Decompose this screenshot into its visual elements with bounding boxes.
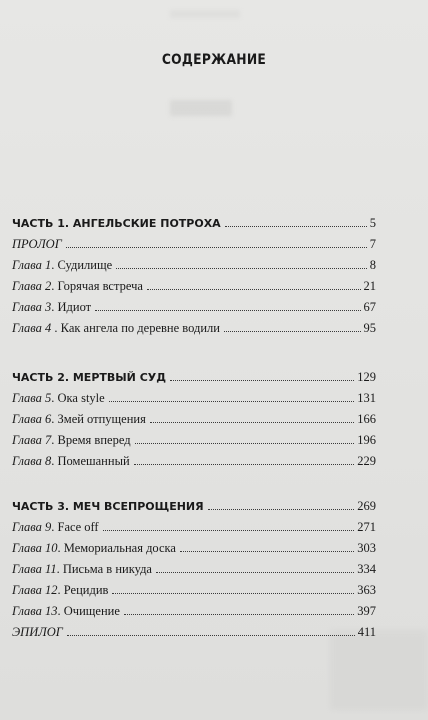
chapter-label: Глава 12 <box>12 583 58 597</box>
dot-leader <box>103 530 355 531</box>
bleed-through-mark <box>170 100 232 116</box>
dot-leader <box>135 443 355 444</box>
page-number: 8 <box>369 258 376 272</box>
page-number: 129 <box>357 370 376 384</box>
page-number: 131 <box>357 391 376 405</box>
chapter-title: . Судилище <box>51 258 113 272</box>
toc-part-row <box>12 499 376 520</box>
toc-entry-row <box>12 562 376 583</box>
chapter-label: Глава 3 <box>12 300 52 314</box>
toc-entry-row <box>12 454 376 475</box>
chapter-label: ПРОЛОГ <box>12 237 62 251</box>
page-number: 397 <box>357 604 376 618</box>
toc-part-row <box>12 216 376 237</box>
page-number: 363 <box>357 583 376 597</box>
dot-leader <box>66 247 367 248</box>
chapter-label: Глава 8 <box>12 454 52 468</box>
chapter-title: . Face off <box>51 520 99 534</box>
dot-leader <box>224 331 361 332</box>
chapter-label: Глава 4 <box>12 321 52 335</box>
dot-leader <box>134 464 355 465</box>
chapter-label: Глава 7 <box>12 433 52 447</box>
chapter-label: ЭПИЛОГ <box>12 625 63 639</box>
toc-entry-row <box>12 237 376 258</box>
chapter-title: . Ока style <box>51 391 105 405</box>
dot-leader <box>225 226 367 227</box>
dot-leader <box>95 310 360 311</box>
toc-section-3 <box>12 499 376 646</box>
page-number: 7 <box>369 237 376 251</box>
page-number: 196 <box>357 433 376 447</box>
chapter-label: Глава 1 <box>12 258 52 272</box>
bleed-through-mark <box>170 10 240 18</box>
chapter-title: . Время вперед <box>51 433 131 447</box>
dot-leader <box>208 509 355 510</box>
chapter-title: . Мемориальная доска <box>57 541 176 555</box>
toc-entry-row <box>12 604 376 625</box>
dot-leader <box>170 380 354 381</box>
chapter-title: . Письма в никуда <box>56 562 152 576</box>
dot-leader <box>67 635 355 636</box>
part-title: ЧАСТЬ 3. МЕЧ ВСЕПРОЩЕНИЯ <box>12 500 204 513</box>
chapter-title: . Помешанный <box>51 454 130 468</box>
chapter-label: Глава 2 <box>12 279 52 293</box>
page-number: 271 <box>357 520 376 534</box>
page-number: 303 <box>357 541 376 555</box>
chapter-label: Глава 6 <box>12 412 52 426</box>
page-number: 229 <box>357 454 376 468</box>
toc-section-1 <box>12 216 376 342</box>
toc-entry-row <box>12 321 376 342</box>
dot-leader <box>147 289 361 290</box>
chapter-title: . Рецидив <box>57 583 109 597</box>
toc-entry-row <box>12 583 376 604</box>
chapter-title: . Горячая встреча <box>51 279 143 293</box>
toc-heading: СОДЕРЖАНИЕ <box>161 52 267 68</box>
chapter-label: Глава 10 <box>12 541 58 555</box>
toc-entry-row <box>12 433 376 454</box>
toc-section-2 <box>12 370 376 475</box>
dot-leader <box>124 614 354 615</box>
page-number: 411 <box>357 625 376 639</box>
page-number: 166 <box>357 412 376 426</box>
toc-entry-row <box>12 541 376 562</box>
dot-leader <box>180 551 354 552</box>
toc-entry-row <box>12 412 376 433</box>
part-title: ЧАСТЬ 2. МЕРТВЫЙ СУД <box>12 371 167 384</box>
dot-leader <box>156 572 354 573</box>
chapter-title: . Змей отпущения <box>51 412 146 426</box>
dot-leader <box>109 401 355 402</box>
page-number: 269 <box>357 499 376 513</box>
page-number: 5 <box>369 216 376 230</box>
chapter-label: Глава 5 <box>12 391 52 405</box>
chapter-title: . Идиот <box>51 300 92 314</box>
toc-entry-row <box>12 391 376 412</box>
toc-entry-row <box>12 258 376 279</box>
dot-leader <box>112 593 354 594</box>
chapter-label: Глава 11 <box>12 562 57 576</box>
page-number: 95 <box>363 321 376 335</box>
dot-leader <box>150 422 354 423</box>
dot-leader <box>116 268 367 269</box>
chapter-title: . Как ангела по деревне водили <box>51 321 220 335</box>
chapter-title: . Очищение <box>57 604 120 618</box>
chapter-label: Глава 13 <box>12 604 58 618</box>
chapter-label: Глава 9 <box>12 520 52 534</box>
page-number: 334 <box>357 562 376 576</box>
toc-entry-row <box>12 520 376 541</box>
page-number: 21 <box>363 279 376 293</box>
toc-entry-row <box>12 300 376 321</box>
toc-entry-row <box>12 279 376 300</box>
page-number: 67 <box>363 300 376 314</box>
toc-entry-row <box>12 625 376 646</box>
toc-part-row <box>12 370 376 391</box>
part-title: ЧАСТЬ 1. АНГЕЛЬСКИЕ ПОТРОХА <box>12 217 221 230</box>
